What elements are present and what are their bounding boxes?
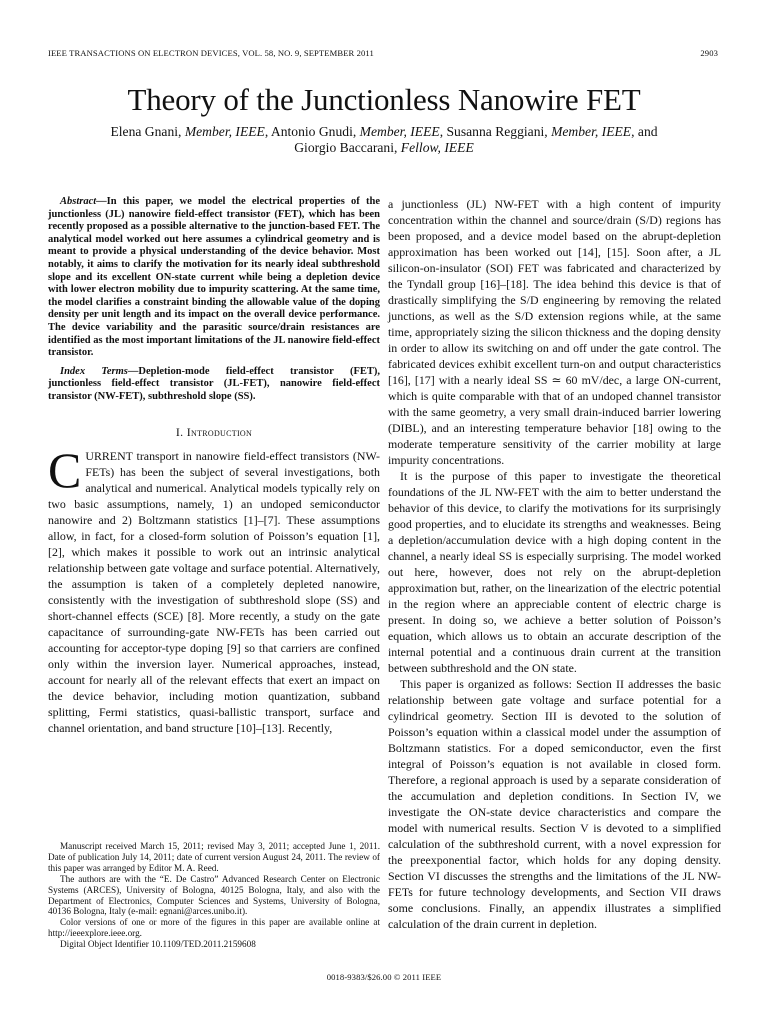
body-paragraph: a junctionless (JL) NW-FET with a high content of impurity concentration within the channel and source/drain (S/D) regions has been proposed, and a device model based on the abrupt-depletion approximation has been worked out [14], [15]. Soon after, a JL silicon-on-insulator (SOI) FET was fabricated and characterized by the Tyndall group [16]–[18]. The idea behind this device is that of drastically simplifying the S/D engineering by removing the related junctions, as well as the S/D extension regions while, at the same time, appropriately sizing the silicon thickness and the doping density in order to allow its switching on and off under the gate control. The fabricated devices exhibit excellent turn-on and output characteristics [16], [17] with a nearly ideal SS ≃ 60 mV/dec, a large ON-current, which is quite comparable with that of an undoped channel transistor with the same geometry, a very small drain-induced barrier lowering (DIBL), and an interesting temperature behavior [18] owing to the moderate temperature sensitivity of the carrier mobility at large impurity concentrations. bbox=[388, 197, 721, 467]
index-terms-label: Index Terms bbox=[60, 365, 128, 377]
author-conjunction: and bbox=[637, 124, 658, 139]
footnote-affiliation: The authors are with the “E. De Castro” Advanced Research Center on Electronic Systems (ARCES), University of Bologna, 40125 Bologna, Italy, and also with the Department of Electronics, Computer Sciences and Systems, University of Bologna, 40136 Bologna, Italy (e-mail: egnani@arces.unibo.it). bbox=[48, 873, 380, 917]
author-role: Member, IEEE bbox=[359, 124, 440, 139]
footnote-color-note: Color versions of one or more of the figures in this paper are available online at http://ieeexplore.ieee.org. bbox=[48, 917, 380, 939]
paper-title: Theory of the Junctionless Nanowire FET bbox=[127, 82, 641, 117]
author-role: Member, IEEE bbox=[551, 124, 632, 139]
abstract bbox=[48, 196, 380, 360]
section-title: Introduction bbox=[186, 424, 253, 439]
author-name: Antonio Gnudi bbox=[270, 124, 353, 139]
copyright-footer: 0018-9383/$26.00 © 2011 IEEE bbox=[326, 972, 442, 982]
body-paragraph: It is the purpose of this paper to investigate the theoretical foundations of the JL NW-FET with the aim to better understand the behavior of this device, to clarify the motivations for its surprisingly good properties, and to elucidate its strengths and weaknesses. Being a depletion/accumulation device with a high doping content in the channel, a nearly ideal SS is especially surprising. The model worked out here, however, does not rely on the abrupt-depletion approximation but, rather, on the linearization of the electric potential in the region where an appreciable content of electric charge is present. In doing so, we achieve a better solution of Poisson’s equation, which allows us to obtain an accurate description of the internal potential and a continuous drain current at the transition between subthreshold and the ON state. bbox=[388, 469, 721, 675]
section-heading bbox=[48, 424, 380, 440]
author-name: Giorgio Baccarani bbox=[294, 140, 394, 155]
abstract-label: Abstract bbox=[60, 196, 97, 207]
intro-paragraph: CURRENT transport in nanowire field-effect transistors (NW-FETs) has been the subject of several investigations, both analytical and numerical. Analytical models typically rely on two basic assumptions, namely, 1) an undoped semiconductor nanowire and 2) Boltzmann statistics [1]–[7]. These assumptions allow, in fact, for a closed-form solution of Poisson’s equation [1], [2], which makes it possible to work out an intrinsic analytical relationship between gate voltage and surface potential. Alternatively, the assumption is taken of a completely depleted nanowire, consistently with the investigation of subthreshold slope (SS) and short-channel effects (SCE) [8]. More recently, a study on the gate capacitance of surrounding-gate NW-FETs has been carried out accounting for acceptor-type doping [9] so that carriers are confined only within the inversion layer. Numerical approaches, instead, account for nearly all of the relevant effects that exert an impact on the device behavior, including motion quantization, subband splitting, Fermi statistics, quasi-ballistic transport, surface and channel orientation, and band structure [10]–[13]. Recently, bbox=[48, 441, 380, 735]
author-name: Elena Gnani bbox=[110, 124, 179, 139]
footnote-doi: Digital Object Identifier 10.1109/TED.2011.2159608 bbox=[60, 939, 256, 950]
running-header-journal: IEEE TRANSACTIONS ON ELECTRON DEVICES, VOL. 58, NO. 9, SEPTEMBER 2011 bbox=[48, 48, 374, 58]
page-number: 2903 bbox=[700, 48, 718, 58]
author-role: Member, IEEE bbox=[184, 124, 265, 139]
author-name: Susanna Reggiani bbox=[446, 124, 545, 139]
section-number: I. bbox=[175, 424, 184, 439]
right-column bbox=[388, 196, 721, 932]
author-list: Elena Gnani, Member, IEEE, Antonio Gnudi, Member, IEEE, Susanna Reggiani, Member, IEEE, and Giorgio Baccarani, Fellow, IEEE bbox=[110, 124, 658, 155]
footnote-manuscript: Manuscript received March 15, 2011; revised May 3, 2011; accepted June 1, 2011. Date of publication July 14, 2011; date of current version August 24, 2011. The review of this paper was arranged by Editor M. A. Reed. bbox=[48, 841, 380, 873]
abstract-text: —In this paper, we model the electrical properties of the junctionless (JL) nanowire field-effect transistor (FET), which has been recently proposed as a possible alternative to the junction-based FET. The analytical model worked out here assumes a cylindrical geometry and is meant to provide a physical understanding of the device behavior. Most notably, it aims to clarify the motivation for its nearly ideal subthreshold slope and its excellent ON-state current while being a depletion device with lower electron mobility due to impurity scattering. At the same time, the model clarifies a constraint binding the allowable value of the doping density per unit length and its impact on the overall device performance. The device variability and the parasitic source/drain resistances are identified as the most important limitations of the JL nanowire field-effect transistor. bbox=[48, 196, 380, 359]
index-terms bbox=[48, 366, 380, 404]
left-column bbox=[48, 196, 380, 736]
body-paragraph: This paper is organized as follows: Section II addresses the basic relationship between gate voltage and surface potential for a cylindrical geometry. Section III is devoted to the solution of Poisson’s equation within a classical model under the assumption of Boltzmann statistics. For a doped semiconductor, even the first integral of Poisson’s equation is not available in closed form. Therefore, a regional approach is used by a separate consideration of the accumulation and depletion conditions. In Section IV, we investigate the ON-state device characteristics and compare the model with numerical results. Section V is devoted to a simplified calculation of the subthreshold current, with a novel expression for the preexponential factor, which holds for any doping density. Section VI discusses the strengths and the limitations of the JL NW-FETs for future technology developments, and Section VII draws some conclusions. Finally, an appendix illustrates a simplified calculation of the drain current in depletion. bbox=[388, 677, 721, 931]
first-page-footnote bbox=[48, 841, 380, 950]
index-terms-text: —Depletion-mode field-effect transistor (FET), junctionless field-effect transistor (JL-FET), nanowire field-effect transistor (NW-FET), subthreshold slope (SS). bbox=[48, 365, 380, 402]
author-role: Fellow, IEEE bbox=[400, 140, 474, 155]
